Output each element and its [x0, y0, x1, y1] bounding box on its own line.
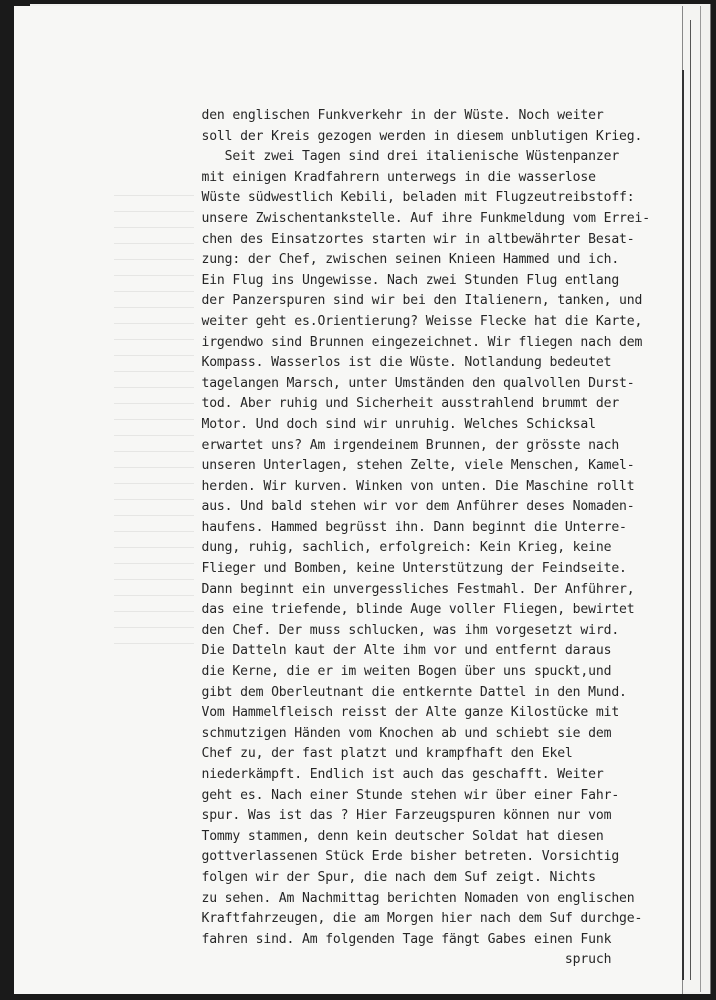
- text-line: den Chef. Der muss schlucken, was ihm vorgesetzt wird.: [186, 622, 620, 638]
- text-line: Vom Hammelfleisch reisst der Alte ganze Kilostücke mit: [186, 705, 620, 721]
- text-line: gottverlassenen Stück Erde bisher betreten. Vorsichtig: [186, 849, 620, 865]
- text-line: Wüste südwestlich Kebili, beladen mit Flugzeutreibstoff:: [186, 190, 635, 206]
- text-line: geht es. Nach einer Stunde stehen wir über einer Fahr-: [186, 787, 620, 803]
- text-line: herden. Wir kurven. Winken von unten. Die Maschine rollt: [186, 478, 635, 494]
- margin-bleedthrough: [114, 186, 194, 646]
- text-line: dung, ruhig, sachlich, erfolgreich: Kein Krieg, keine: [186, 540, 612, 556]
- text-line: den englischen Funkverkehr in der Wüste. Noch weiter: [186, 108, 604, 123]
- text-line: Ein Flug ins Ungewisse. Nach zwei Stunden Flug entlang: [186, 272, 620, 288]
- text-line: das eine triefende, blinde Auge voller Fliegen, bewirtet: [186, 602, 635, 618]
- text-line: niederkämpft. Endlich ist auch das geschafft. Weiter: [186, 767, 604, 782]
- text-line: Die Datteln kaut der Alte ihm vor und entfernt daraus: [186, 643, 612, 659]
- text-line: schmutzigen Händen vom Knochen ab und schiebt sie dem: [186, 725, 612, 741]
- text-line: die Kerne, die er im weiten Bogen über uns spuckt,und: [186, 664, 612, 680]
- text-line: Kompass. Wasserlos ist die Wüste. Notlandung bedeutet: [186, 355, 612, 371]
- text-line: unsere Zwischentankstelle. Auf ihre Funkmeldung vom Errei-: [186, 210, 650, 226]
- text-line: weiter geht es.Orientierung? Weisse Flecke hat die Karte,: [186, 313, 643, 329]
- text-line: aus. Und bald stehen wir vor dem Anführer deses Nomaden-: [186, 499, 635, 515]
- text-line: fahren sind. Am folgenden Tage fängt Gabes einen Funk: [186, 931, 612, 947]
- text-line: tod. Aber ruhig und Sicherheit ausstrahlend brummt der: [186, 396, 620, 412]
- text-line: spur. Was ist das ? Hier Farzeugspuren können nur vom: [186, 808, 612, 824]
- text-line: zu sehen. Am Nachmittag berichten Nomaden von englischen: [186, 890, 635, 906]
- text-line: soll der Kreis gezogen werden in diesem unblutigen Krieg.: [186, 128, 643, 144]
- text-line: gibt dem Oberleutnant die entkernte Dattel in den Mund.: [186, 684, 627, 700]
- text-line: Tommy stammen, denn kein deutscher Soldat hat diesen: [186, 828, 604, 844]
- text-line: Dann beginnt ein unvergessliches Festmahl. Der Anführer,: [186, 581, 635, 597]
- page-edge-line: [690, 20, 691, 980]
- text-line: Seit zwei Tagen sind drei italienische Wüstenpanzer: [186, 149, 620, 165]
- text-line: folgen wir der Spur, die nach dem Suf zeigt. Nichts: [186, 869, 596, 885]
- text-line: Motor. Und doch sind wir unruhig. Welches Schicksal: [186, 416, 596, 432]
- text-line: haufens. Hammed begrüsst ihn. Dann beginnt die Unterre-: [186, 519, 627, 535]
- text-line: Chef zu, der fast platzt und krampfhaft den Ekel: [186, 746, 573, 762]
- typewritten-text: [186, 106, 686, 971]
- text-line: unseren Unterlagen, stehen Zelte, viele Menschen, Kamel-: [186, 458, 635, 474]
- text-line: spruch: [186, 952, 612, 968]
- text-line: tagelangen Marsch, unter Umständen den qualvollen Durst-: [186, 375, 635, 391]
- text-line: zung: der Chef, zwischen seinen Knieen Hammed und ich.: [186, 252, 620, 268]
- text-line: chen des Einsatzortes starten wir in altbewährter Besat-: [186, 231, 635, 247]
- text-line: Kraftfahrzeugen, die am Morgen hier nach dem Suf durchge-: [186, 911, 643, 927]
- text-line: mit einigen Kradfahrern unterwegs in die wasserlose: [186, 169, 596, 185]
- text-line: Flieger und Bomben, keine Unterstützung der Feindseite.: [186, 561, 627, 577]
- text-line: der Panzerspuren sind wir bei den Italienern, tanken, und: [186, 293, 643, 309]
- text-line: erwartet uns? Am irgendeinem Brunnen, der grösste nach: [186, 437, 620, 453]
- text-line: irgendwo sind Brunnen eingezeichnet. Wir fliegen nach dem: [186, 334, 643, 350]
